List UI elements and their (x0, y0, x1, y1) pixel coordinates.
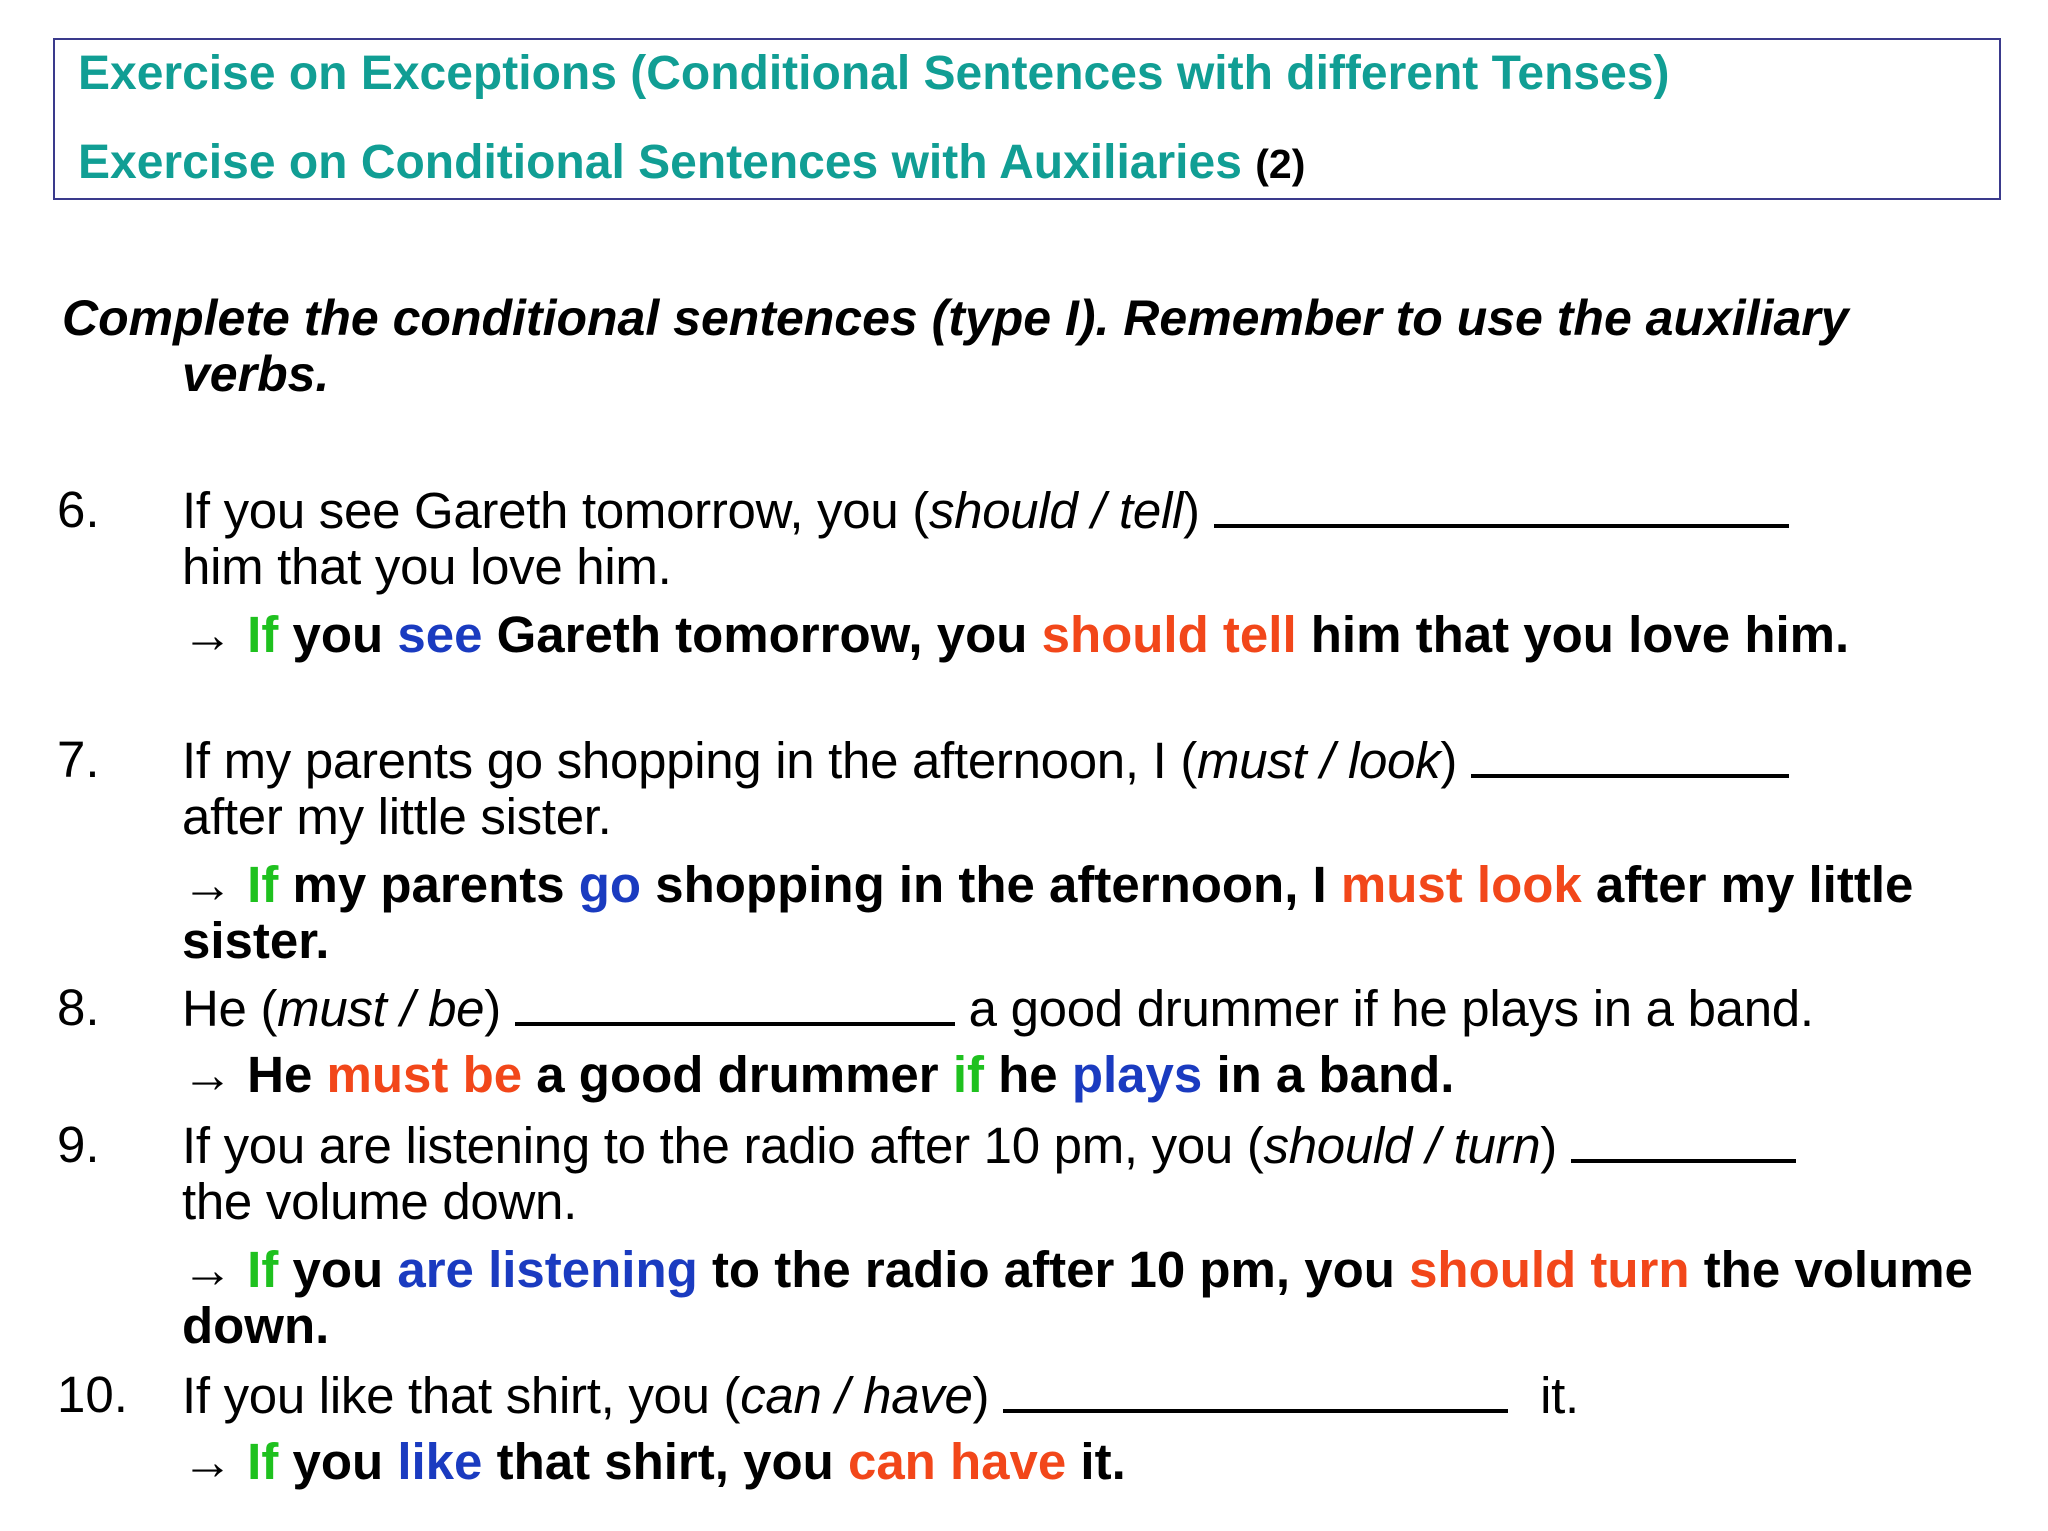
if-clause-verb: see (397, 606, 483, 663)
exercise-item-9 (57, 1115, 1997, 1354)
answer: → If my parents go shopping in the afternoon, I must look after my little sister. (182, 856, 1914, 969)
exercise-item-10 (57, 1365, 1997, 1490)
title-box (53, 38, 2001, 200)
item-number: 10. (57, 1366, 128, 1423)
verb-hint: should / tell (928, 482, 1184, 539)
answer: → If you see Gareth tomorrow, you should tell him that you love him. (182, 606, 1850, 663)
if-clause-verb: like (397, 1433, 483, 1490)
arrow-icon: → (182, 606, 233, 663)
question: If my parents go shopping in the afternoon, I (must / look) after my little sister. (182, 730, 1997, 845)
title-line-auxiliaries-text: Exercise on Conditional Sentences with Auxiliaries (78, 136, 1242, 189)
question: If you see Gareth tomorrow, you (should / tell) him that you love him. (182, 480, 1997, 595)
question: He (must / be) a good drummer if he plays in a band. (182, 980, 1814, 1037)
verb-hint: should / turn (1263, 1117, 1541, 1174)
item-number: 8. (57, 979, 100, 1036)
if-clause-verb: go (578, 856, 642, 913)
item-number: 9. (57, 1116, 100, 1173)
page-number: (2) (1255, 141, 1306, 187)
main-clause-verb: must be (326, 1046, 523, 1103)
question: If you are listening to the radio after 10 pm, you (should / turn) the volume down. (182, 1115, 1997, 1230)
title-line-auxiliaries (78, 135, 1305, 190)
main-clause-verb: must look (1340, 856, 1582, 913)
if-clause-verb: are listening (397, 1241, 698, 1298)
item-number: 6. (57, 481, 100, 538)
answer-blank[interactable] (1571, 1115, 1796, 1163)
item-number: 7. (57, 731, 100, 788)
if-word: if (952, 1046, 984, 1103)
verb-hint: must / be (277, 980, 485, 1037)
exercise-item-8 (57, 978, 1997, 1103)
verb-hint: must / look (1197, 732, 1441, 789)
if-word: If (247, 1433, 279, 1490)
instruction: Complete the conditional sentences (type I). Remember to use the auxiliary verbs. (62, 290, 1849, 402)
arrow-icon: → (182, 856, 233, 913)
if-word: If (247, 856, 279, 913)
arrow-icon: → (182, 1241, 233, 1298)
if-word: If (247, 606, 279, 663)
if-word: If (247, 1241, 279, 1298)
answer: → If you like that shirt, you can have it. (182, 1433, 1126, 1490)
if-clause-verb: plays (1071, 1046, 1203, 1103)
exercise-item-6 (57, 480, 1997, 663)
main-clause-verb: should tell (1041, 606, 1297, 663)
verb-hint: can / have (740, 1367, 973, 1424)
arrow-icon: → (182, 1433, 233, 1490)
main-clause-verb: can have (847, 1433, 1067, 1490)
answer-blank[interactable] (1214, 480, 1789, 528)
question: If you like that shirt, you (can / have) it. (182, 1367, 1579, 1424)
exercise-item-7 (57, 730, 1997, 969)
arrow-icon: → (182, 1046, 233, 1103)
answer-blank[interactable] (515, 978, 955, 1026)
answer-blank[interactable] (1003, 1365, 1508, 1413)
answer: → He must be a good drummer if he plays in a band. (182, 1046, 1455, 1103)
main-clause-verb: should turn (1409, 1241, 1690, 1298)
title-line-exceptions: Exercise on Exceptions (Conditional Sentences with different Tenses) (78, 47, 1670, 100)
answer-blank[interactable] (1471, 730, 1789, 778)
answer: → If you are listening to the radio after 10 pm, you should turn the volume down. (182, 1241, 1973, 1354)
